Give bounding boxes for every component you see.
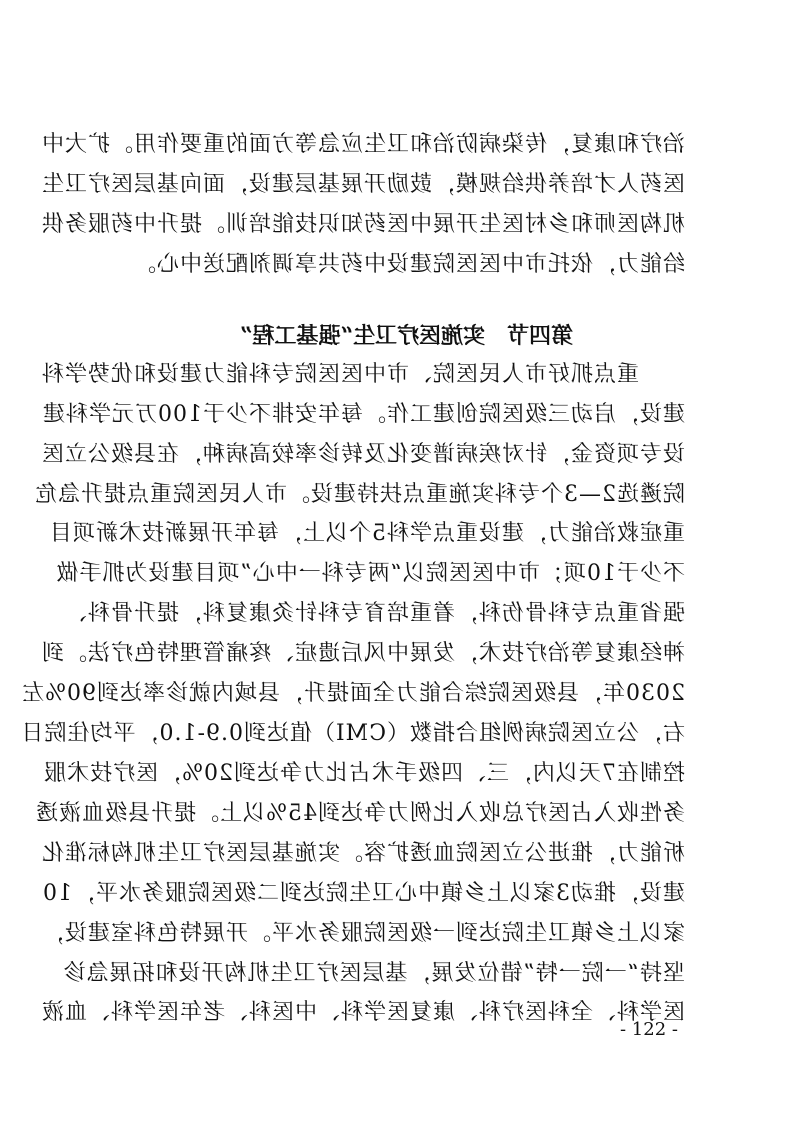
text-line: 控制在7天以内，三、四级手术占比力争达到20%，医疗技术服	[43, 761, 685, 786]
text-line: 医学科、全科医疗科、康复医学科、中医科、老年医学科、血液	[40, 1000, 685, 1025]
page-number: - 122 -	[620, 1019, 678, 1040]
text-line: 坚持“一院一特”错位发展，基层医疗卫生机构开设和拓展急诊	[62, 961, 685, 986]
text-line: 建设，启动三级医院创建工作。每年安排不少于100万元学科建	[42, 402, 685, 427]
text-line: 医药人才培养供给规模，鼓励开展基层建设，面向基层医疗卫生	[40, 172, 685, 197]
text-line: 院遴选2—3个专科实施重点扶持建设。市人民医院重点提升急危	[34, 482, 685, 507]
text-line: 重症救治能力，建设重点学科5个以上，每年开展新技术新项目	[49, 521, 685, 546]
text-line: 2030年，县级医院综合能力全面提升，县域内就诊率达到90%左	[21, 681, 685, 706]
text-line: 设专项资金，针对疾病谱变化及转诊率较高病种，在县级公立医	[40, 442, 685, 467]
text-line: 不少于10项；市中医医院以“两专科一中心”项目建设为抓手做	[55, 561, 685, 586]
text-line: 重点抓好市人民医院、市中医医院专科能力建设和优势学科	[40, 362, 685, 387]
text-line: 析能力，推进公立医院血透扩容。实施基层医疗卫生机构标准化	[40, 841, 685, 866]
text-line: 右，公立医院病例组合指数（CMI）值达到0.9-1.0，平均住院日	[20, 721, 685, 746]
text-line: 神经康复等治疗技术，发展中风后遗症、疼痛管理特色疗法。到	[40, 641, 685, 666]
text-line: 务性收入占医疗总收入比例力争达到45%以上。提升县级血液透	[35, 801, 685, 826]
text-line: 给能力，依托市中医医院建设中药共享调剂配送中心。	[132, 252, 685, 277]
text-line: 家以上乡镇卫生院达到一级医院服务水平。开展特色科室建设，	[40, 921, 685, 946]
text-line: 机构医师和乡村医生开展中医药知识技能培训。提升中药服务供	[40, 212, 685, 237]
text-line: 建设，推动3家以上乡镇中心卫生院达到二级医院服务水平，10	[42, 881, 685, 906]
section-heading: 第四节 实施医疗卫生“强基工程”	[239, 323, 573, 349]
text-line: 治疗和康复，传染病防治和卫生应急等方面的重要作用。扩大中	[40, 132, 685, 157]
text-line: 强省重点专科骨伤科，着重培育专科针灸康复科，提升骨科、	[63, 601, 685, 626]
